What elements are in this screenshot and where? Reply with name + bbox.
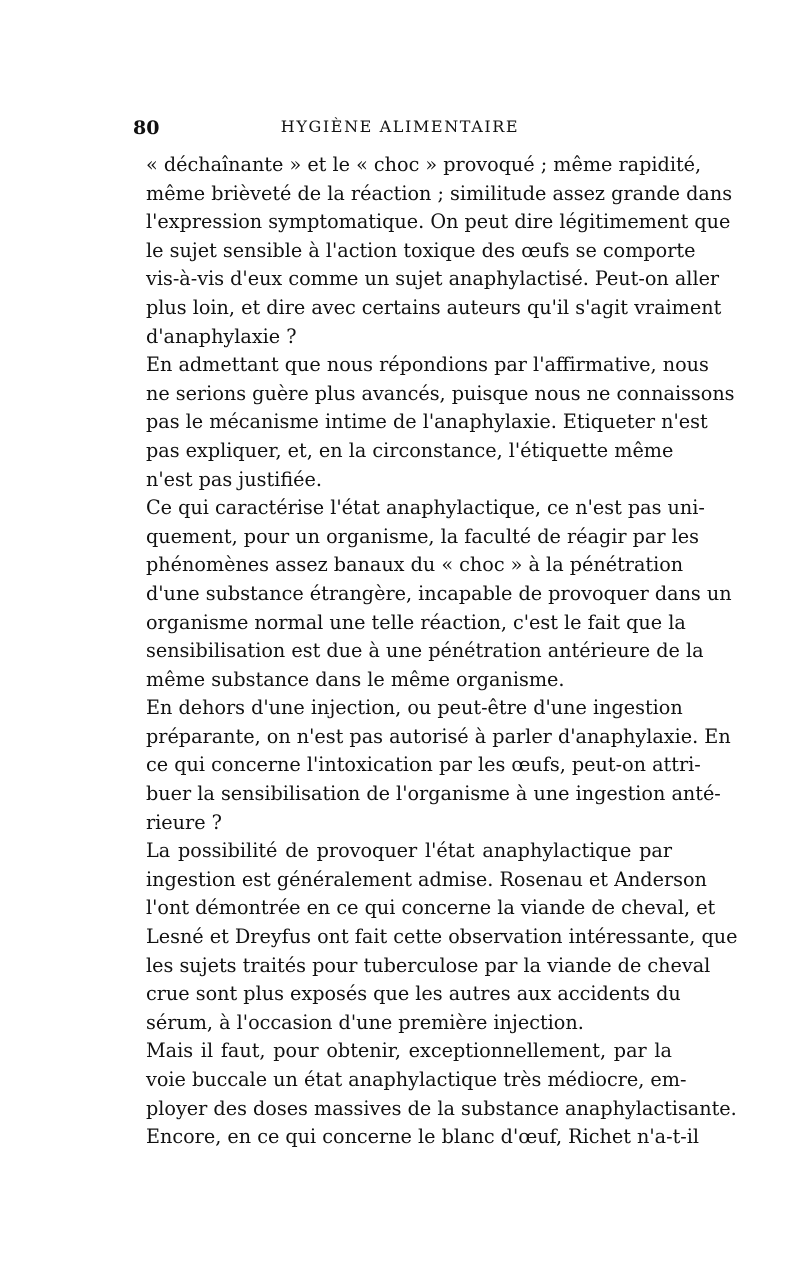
text-line: sérum, à l'occasion d'une première injection.	[146, 1010, 584, 1034]
text-line: n'est pas justifiée.	[146, 467, 322, 491]
text-line: En dehors d'une injection, ou peut-être d'une ingestion	[146, 696, 683, 720]
text-line: même brièveté de la réaction ; similitude assez grande dans	[146, 181, 733, 205]
text-line: ce qui concerne l'intoxication par les œufs, peut-on attri-	[146, 753, 701, 777]
text-line: « déchaînante » et le « choc » provoqué ; même rapidité,	[146, 153, 702, 176]
text-line: préparante, on n'est pas autorisé à parler d'anaphylaxie. En	[146, 724, 731, 748]
text-line: vis-à-vis d'eux comme un sujet anaphylactisé. Peut-on aller	[146, 267, 720, 291]
text-line: phénomènes assez banaux du « choc » à la pénétration	[146, 553, 684, 577]
text-line: même substance dans le même organisme.	[146, 667, 565, 691]
text-line: l'ont démontrée en ce qui concerne la viande de cheval, et	[146, 896, 716, 920]
text-line: l'expression symptomatique. On peut dire légitimement que	[146, 210, 731, 234]
text-line: En admettant que nous répondions par l'affirmative, nous	[146, 353, 709, 377]
text-line: d'anaphylaxie ?	[146, 324, 297, 348]
text-line: rieure ?	[146, 810, 222, 834]
text-line: organisme normal une telle réaction, c'est le fait que la	[146, 610, 686, 634]
body-text	[146, 151, 738, 1152]
text-line: quement, pour un organisme, la faculté de réagir par les	[146, 524, 699, 548]
text-line: ingestion est généralement admise. Rosenau et Anderson	[146, 867, 707, 891]
text-line: les sujets traités pour tuberculose par la viande de cheval	[146, 953, 711, 977]
text-line: pas expliquer, et, en la circonstance, l'étiquette même	[146, 438, 674, 462]
text-line: sensibilisation est due à une pénétration antérieure de la	[146, 639, 704, 663]
text-line: pas le mécanisme intime de l'anaphylaxie. Etiqueter n'est	[146, 410, 708, 434]
text-line: crue sont plus exposés que les autres aux accidents du	[146, 982, 681, 1006]
text-line: Encore, en ce qui concerne le blanc d'œuf, Richet n'a-t-il	[146, 1125, 700, 1149]
page-number: 80	[133, 117, 160, 139]
running-title: HYGIÈNE ALIMENTAIRE	[280, 117, 520, 136]
text-line: d'une substance étrangère, incapable de provoquer dans un	[146, 581, 732, 605]
text-line: ployer des doses massives de la substance anaphylactisante.	[146, 1096, 737, 1120]
text-line: La possibilité de provoquer l'état anaphylactique par	[146, 839, 672, 863]
text-line: buer la sensibilisation de l'organisme à une ingestion anté-	[146, 782, 721, 806]
text-line: voie buccale un état anaphylactique très médiocre, em-	[146, 1068, 687, 1091]
text-line: le sujet sensible à l'action toxique des œufs se comporte	[146, 238, 696, 262]
text-line: Lesné et Dreyfus ont fait cette observation intéressante, que	[146, 925, 738, 949]
text-line: Mais il faut, pour obtenir, exceptionnellement, par la	[146, 1039, 672, 1063]
text-line: ne serions guère plus avancés, puisque nous ne connaissons	[146, 381, 735, 405]
text-line: plus loin, et dire avec certains auteurs qu'il s'agit vraiment	[146, 295, 722, 319]
text-line: Ce qui caractérise l'état anaphylactique, ce n'est pas uni-	[146, 496, 705, 520]
